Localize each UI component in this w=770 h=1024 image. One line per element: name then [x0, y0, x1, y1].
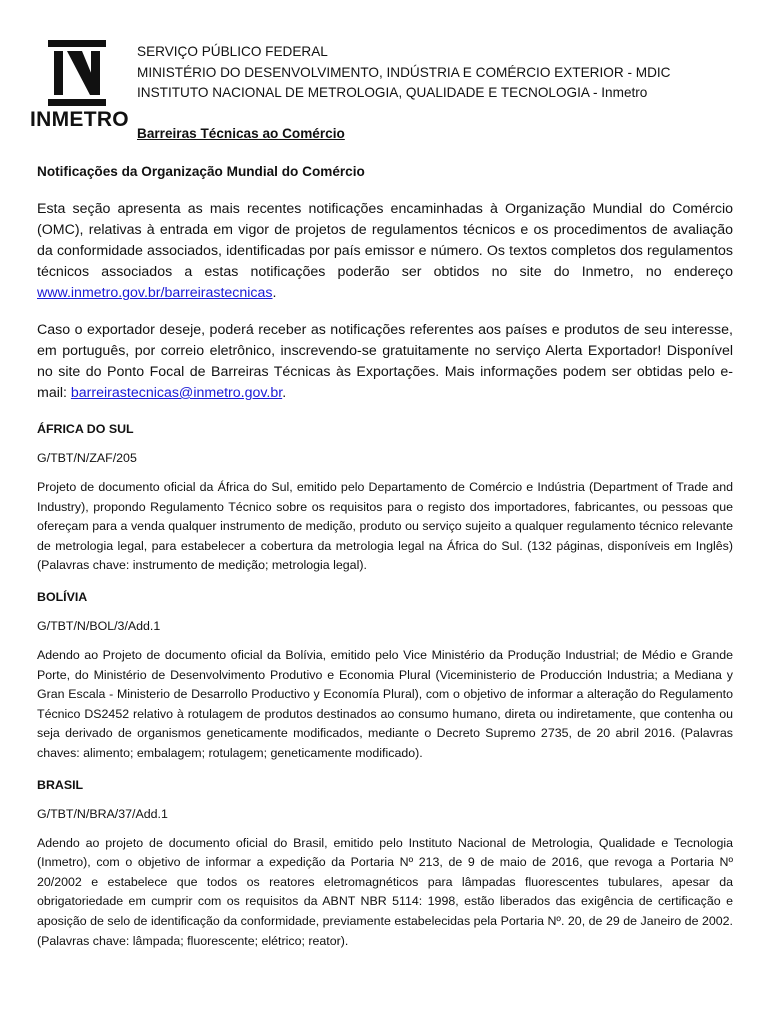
intro-2-text: Caso o exportador deseje, poderá receber as notificações referentes aos países e produtos de seu interesse, em português, por correio eletrônico, inscrevendo-se gratuitamente no serviço Alerta Exportador! Disponível no site do Ponto Focal de Barreiras Técnicas às Exportações. Mais informações podem ser obtidas pelo e-mail:	[37, 322, 733, 401]
main-content	[37, 199, 733, 951]
inmetro-emblem-icon	[48, 40, 106, 106]
notification-code: G/TBT/N/BOL/3/Add.1	[37, 618, 161, 633]
subtitle: Barreiras Técnicas ao Comércio	[137, 126, 345, 141]
header-line-service: SERVIÇO PÚBLICO FEDERAL	[137, 44, 328, 59]
header-block	[137, 42, 757, 104]
notification-code: G/TBT/N/ZAF/205	[37, 451, 137, 465]
section-title: Notificações da Organização Mundial do Comércio	[37, 164, 365, 179]
logo-text: INMETRO	[30, 108, 129, 131]
country-heading: BRASIL	[37, 777, 84, 792]
country-heading: BOLÍVIA	[37, 589, 88, 604]
header-line-institute: INSTITUTO NACIONAL DE METROLOGIA, QUALIDADE E TECNOLOGIA - Inmetro	[137, 85, 648, 100]
notification-code: G/TBT/N/BRA/37/Add.1	[37, 806, 168, 821]
notification-item	[37, 420, 733, 576]
notification-description: Adendo ao Projeto de documento oficial da Bolívia, emitido pelo Vice Ministério da Produção Industrial; de Médio e Grande Porte, do Ministério de Desenvolvimento Produtivo e Economia Plural (Viceministerio de Producción Industria; a Mediana y Gran Escala - Ministerio de Desarrollo Productivo y Economía Plural), com o objetivo de informar a alteração do Regulamento Técnico DS2452 relativo à rotulagem de produtos destinados ao consumo humano, direta ou indiretamente, que contenha ou seja derivado de organismos geneticamente modificados, mediante o Decreto Supremo 2735, de 20 abril 2016. (Palavras chaves: alimento; embalagem; rotulagem; geneticamente modificado).	[37, 647, 733, 760]
notification-description: Projeto de documento oficial da África do Sul, emitido pelo Departamento de Comércio e Indústria (Department of Trade and Industry), propondo Regulamento Técnico sobre os requisitos para o registo dos importadores, fabricantes, ou pessoas que ofereçam para a venda qualquer instrumento de medição, produto ou serviço sujeito a qualquer regulamento técnico relevante de metrologia legal, para estabelecer a cobertura da metrologia legal na África do Sul. (132 páginas, disponíveis em Inglês) (Palavras chave: instrumento de medição; metrologia legal).	[37, 480, 733, 573]
intro-paragraph-2	[37, 320, 733, 404]
inmetro-logo	[30, 40, 129, 132]
notification-item	[37, 588, 733, 764]
intro-1-end: .	[272, 285, 277, 301]
notification-description: Adendo ao projeto de documento oficial do Brasil, emitido pelo Instituto Nacional de Metrologia, Qualidade e Tecnologia (Inmetro), com o objetivo de informar a expedição da Portaria Nº 213, de 9 de maio de 2016, que revoga a Portaria Nº 20/2002 e estabelece que todos os reatores eletromagnéticos para lâmpadas fluorescentes tubulares, apesar da obrigatoriedade em cumprir com os requisitos da ABNT NBR 5114: 1998, estão liberados das exigência de certificação e aposição de selo de identificação da conformidade, previamente estabelecidas pela Portaria Nº. 20, de 29 de Janeiro de 2002. (Palavras chave: lâmpada; fluorescente; elétrico; reator).	[37, 835, 733, 948]
header-line-ministry: MINISTÉRIO DO DESENVOLVIMENTO, INDÚSTRIA E COMÉRCIO EXTERIOR - MDIC	[137, 64, 671, 80]
country-heading: ÁFRICA DO SUL	[37, 422, 134, 436]
intro-1-text: Esta seção apresenta as mais recentes notificações encaminhadas à Organização Mundial do Comércio (OMC), relativas à entrada em vigor de projetos de regulamentos técnicos e os procedimentos de avaliação da conformidade associados, identificadas por país emissor e número. Os textos completos dos regulamentos técnicos associados a estas notificações poderão ser obtidos no site do Inmetro, no endereço	[37, 201, 733, 280]
intro-2-end: .	[282, 385, 287, 401]
notification-item	[37, 776, 733, 952]
email-link[interactable]: barreirastecnicas@inmetro.gov.br	[70, 385, 283, 401]
intro-paragraph-1	[37, 199, 733, 304]
barreiras-link[interactable]: www.inmetro.gov.br/barreirastecnicas	[37, 285, 273, 301]
